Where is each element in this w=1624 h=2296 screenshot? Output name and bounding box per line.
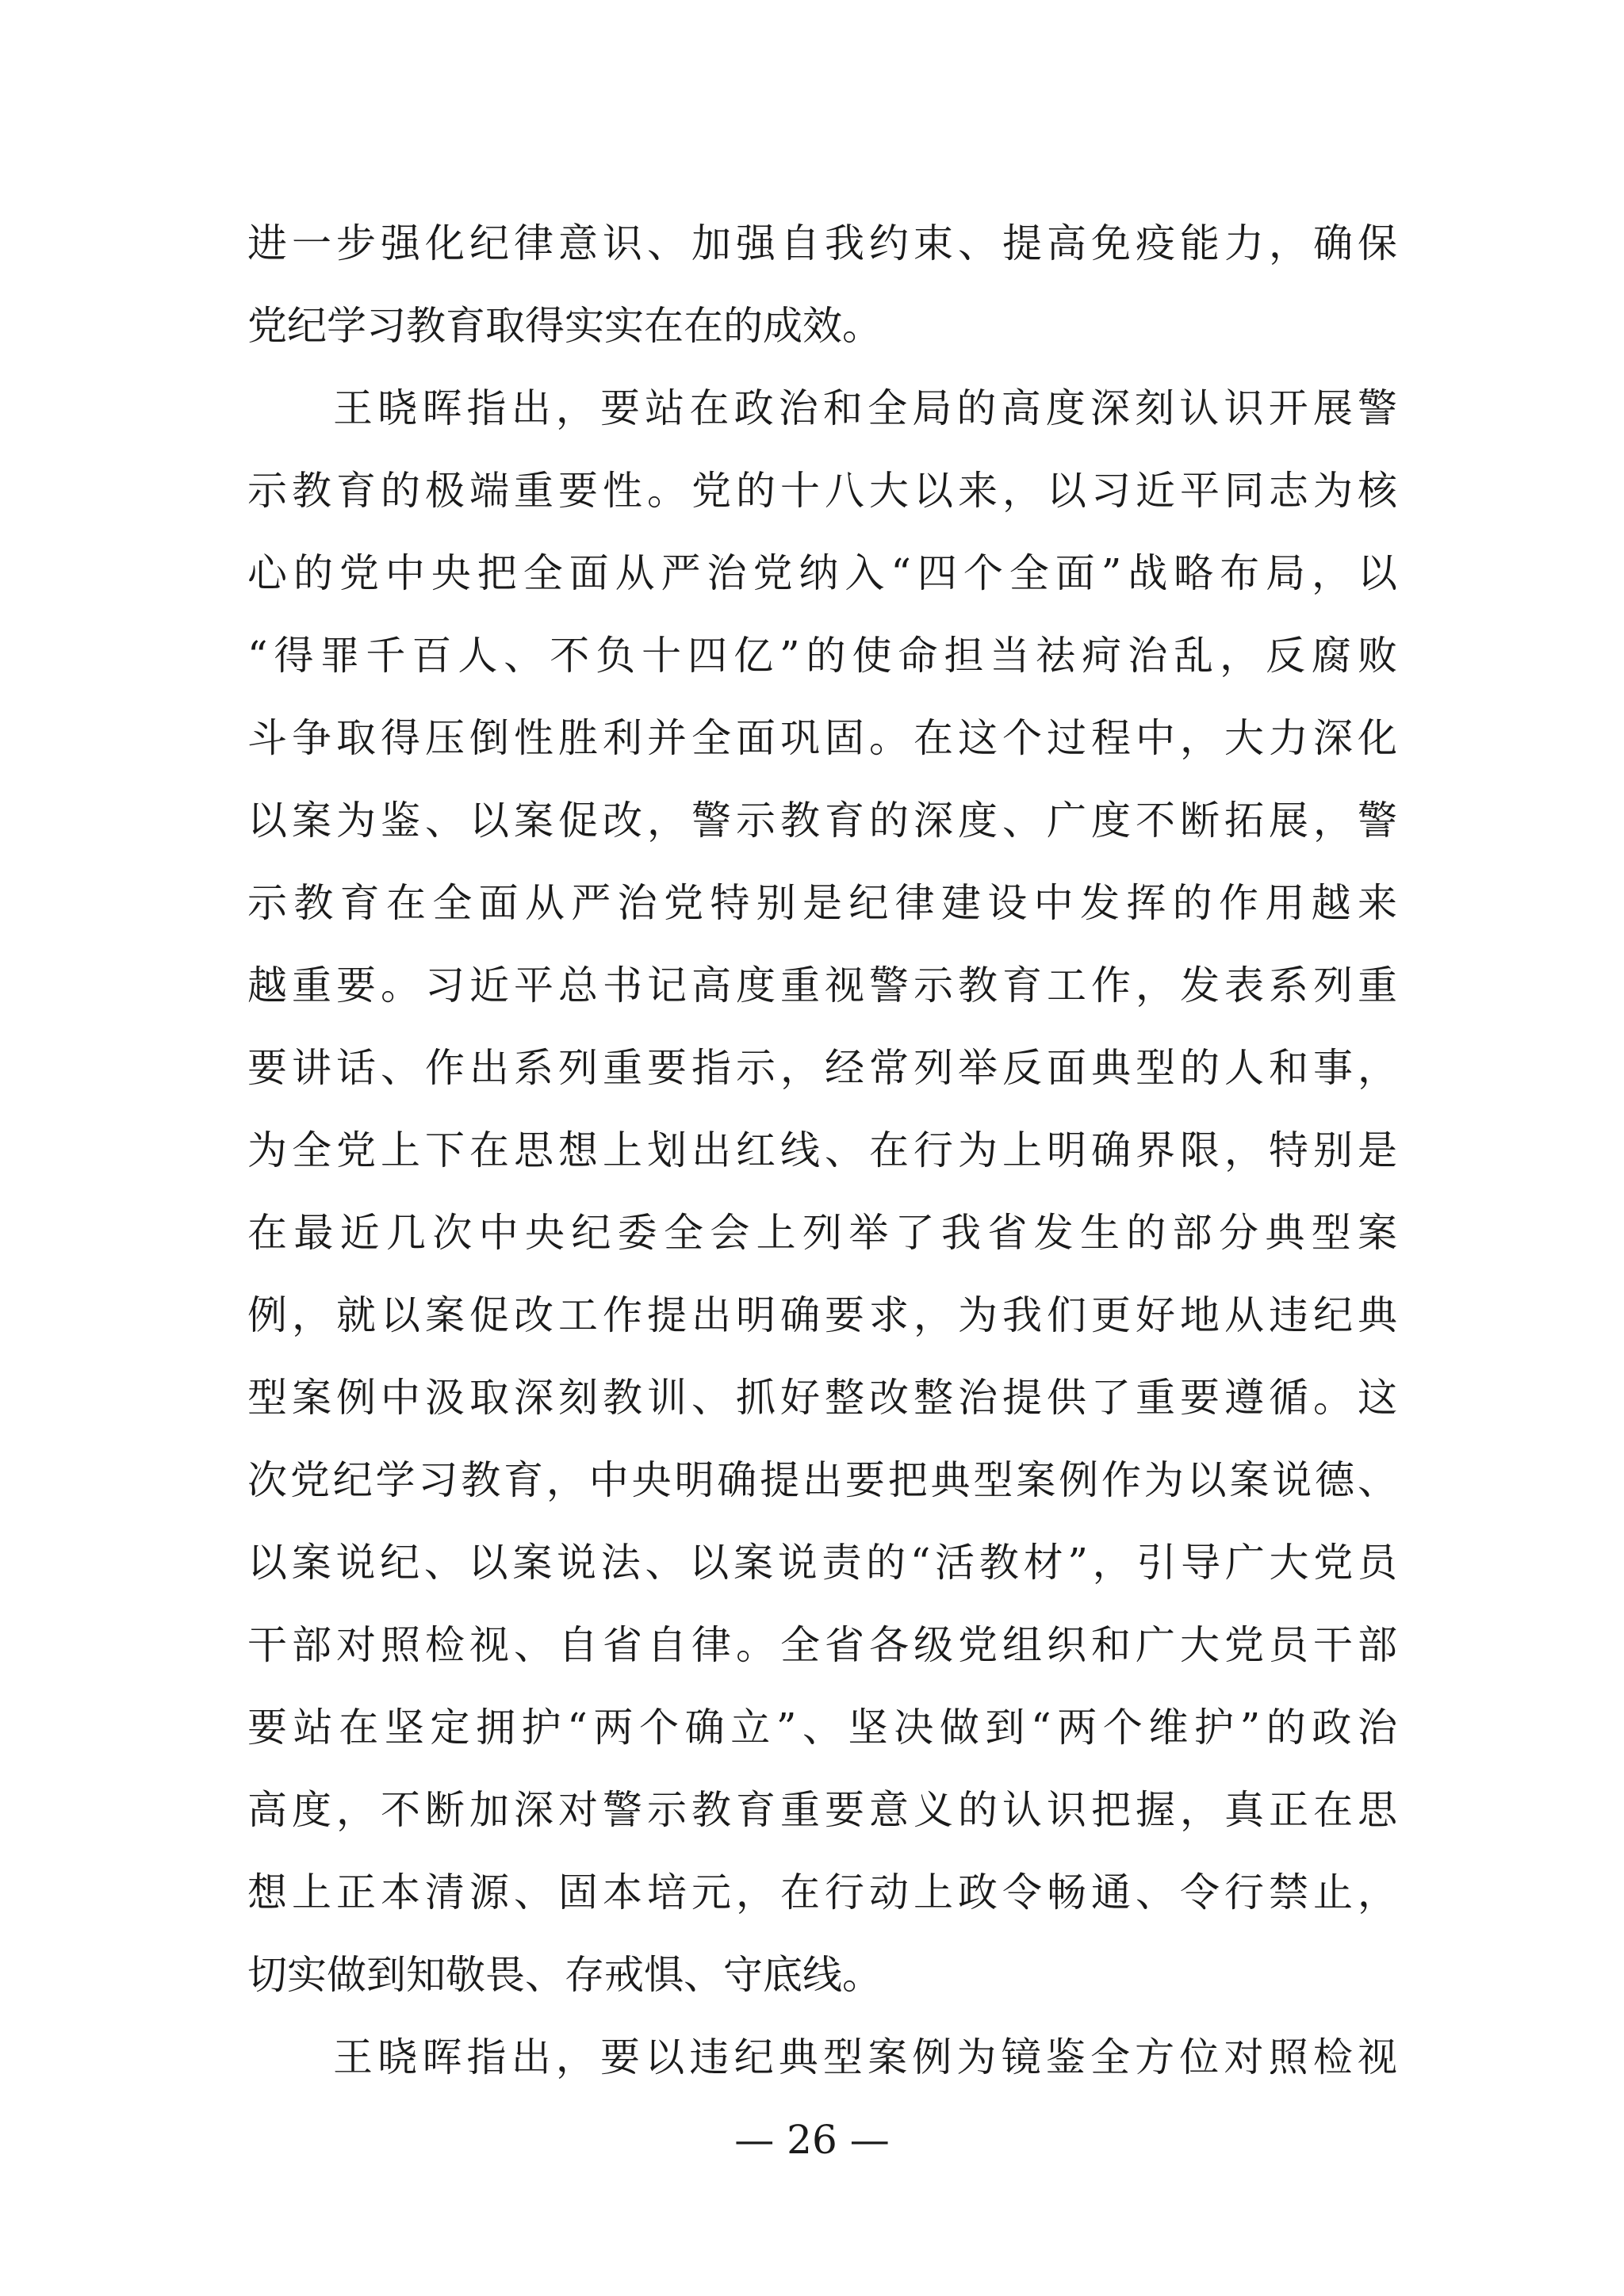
text-line: 例，就以案促改工作提出明确要求，为我们更好地从违纪典 (247, 1292, 1397, 1338)
text-line: 示教育的极端重要性。党的十八大以来，以习近平同志为核 (247, 468, 1397, 514)
page-number: — 26 — (734, 2117, 890, 2163)
text-line: 切实做到知敬畏、存戒惧、守底线。 (247, 1952, 882, 1998)
paragraph-start-line: 王晓晖指出，要以违纪典型案例为镜鉴全方位对照检视 (333, 2034, 1397, 2080)
text-line: 以案为鉴、以案促改，警示教育的深度、广度不断拓展，警 (247, 798, 1397, 844)
text-line: 想上正本清源、固本培元，在行动上政令畅通、令行禁止， (247, 1869, 1397, 1915)
text-line: 要站在坚定拥护“两个确立”、坚决做到“两个维护”的政治 (247, 1705, 1397, 1751)
text-line: 次党纪学习教育，中央明确提出要把典型案例作为以案说德、 (247, 1457, 1397, 1503)
text-line: 在最近几次中央纪委全会上列举了我省发生的部分典型案 (247, 1210, 1397, 1256)
text-line: 高度，不断加深对警示教育重要意义的认识把握，真正在思 (247, 1787, 1397, 1833)
text-line: “得罪千百人、不负十四亿”的使命担当祛疴治乱，反腐败 (247, 633, 1397, 679)
text-line: 示教育在全面从严治党特别是纪律建设中发挥的作用越来 (247, 880, 1397, 926)
paragraph-start-line: 王晓晖指出，要站在政治和全局的高度深刻认识开展警 (333, 385, 1397, 431)
text-line: 越重要。习近平总书记高度重视警示教育工作，发表系列重 (247, 962, 1397, 1008)
text-line: 斗争取得压倒性胜利并全面巩固。在这个过程中，大力深化 (247, 715, 1397, 761)
text-line: 为全党上下在思想上划出红线、在行为上明确界限，特别是 (247, 1127, 1397, 1173)
text-line: 干部对照检视、自省自律。全省各级党组织和广大党员干部 (247, 1622, 1397, 1668)
text-line: 进一步强化纪律意识、加强自我约束、提高免疫能力，确保 (247, 220, 1397, 266)
text-line: 要讲话、作出系列重要指示，经常列举反面典型的人和事， (247, 1045, 1397, 1091)
text-line: 心的党中央把全面从严治党纳入“四个全面”战略布局，以 (247, 550, 1397, 596)
text-line: 以案说纪、以案说法、以案说责的“活教材”，引导广大党员 (247, 1540, 1397, 1586)
text-line: 党纪学习教育取得实实在在的成效。 (247, 303, 882, 349)
text-line: 型案例中汲取深刻教训、抓好整改整治提供了重要遵循。这 (247, 1375, 1397, 1421)
